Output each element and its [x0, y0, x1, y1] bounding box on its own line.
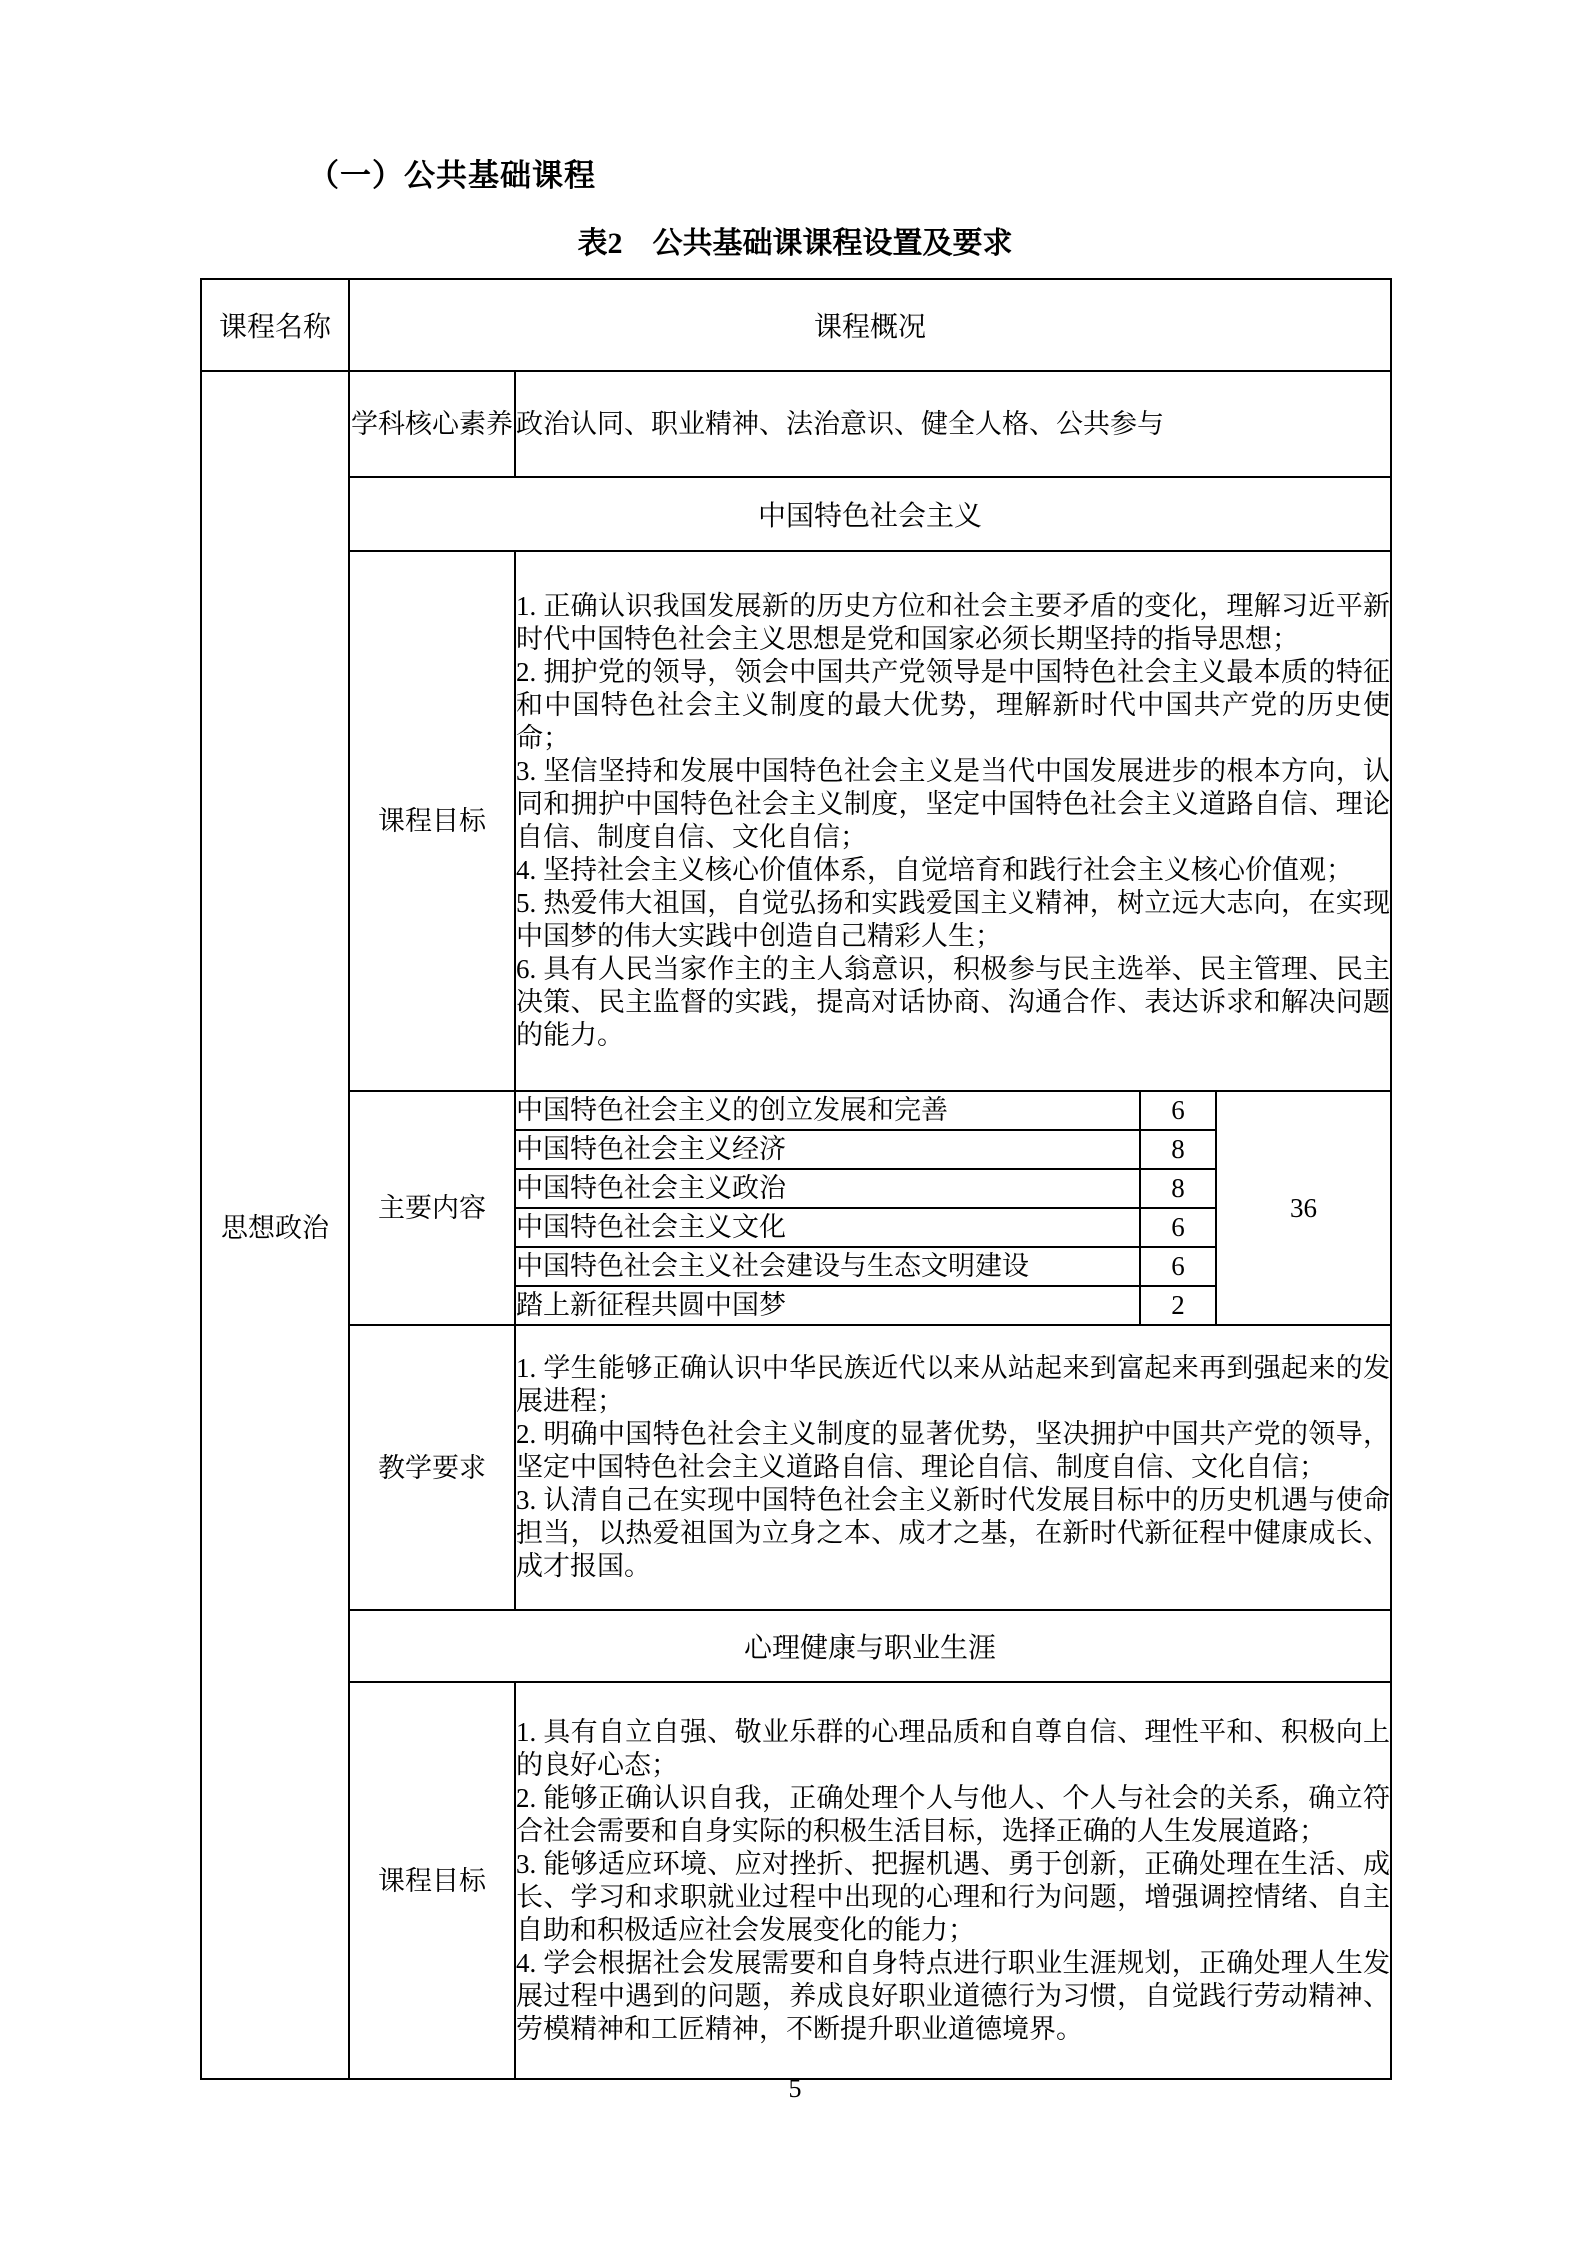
section-heading: （一）公共基础课程 — [308, 158, 596, 193]
objective-item: 4. 学会根据社会发展需要和自身特点进行职业生涯规划，正确处理人生发展过程中遇到的问题，养成良好职业道德行为习惯，自觉践行劳动精神、劳模精神和工匠精神，不断提升职业道德境界。 — [516, 1947, 1391, 2044]
objective-item: 5. 热爱伟大祖国，自觉弘扬和实践爱国主义精神，树立远大志向，在实现中国梦的伟大实践中创造自己精彩人生； — [516, 888, 1391, 951]
course1-objectives-row — [201, 551, 1391, 1091]
header-course-name: 课程名称 — [201, 279, 349, 371]
course1-objectives-cell — [515, 551, 1391, 1091]
content-hours: 2 — [1140, 1286, 1216, 1325]
objective-item: 6. 具有人民当家作主的主人翁意识，积极参与民主选举、民主管理、民主决策、民主监督的实践，提高对话协商、沟通合作、表达诉求和解决问题的能力。 — [516, 954, 1391, 1050]
content-hours: 6 — [1140, 1091, 1216, 1130]
objective-item: 2. 拥护党的领导，领会中国共产党领导是中国特色社会主义最本质的特征和中国特色社会主义制度的最大优势，理解新时代中国共产党的历史使命； — [516, 657, 1391, 753]
course1-title: 中国特色社会主义 — [349, 477, 1391, 551]
requirement-item: 1. 学生能够正确认识中华民族近代以来从站起来到富起来再到强起来的发展进程； — [516, 1353, 1391, 1416]
teaching-requirements-row — [201, 1325, 1391, 1610]
content-hours: 6 — [1140, 1247, 1216, 1286]
requirement-item: 3. 认清自己在实现中国特色社会主义新时代发展目标中的历史机遇与使命担当，以热爱祖国为立身之本、成才之基，在新时代新征程中健康成长、成才报国。 — [516, 1485, 1391, 1581]
content-item: 中国特色社会主义政治 — [515, 1169, 1140, 1208]
page-number: 5 — [788, 2074, 802, 2103]
content-hours: 8 — [1140, 1130, 1216, 1169]
table-header-row — [201, 279, 1391, 371]
objective-item: 3. 能够适应环境、应对挫折、把握机遇、勇于创新，正确处理在生活、成长、学习和求职就业过程中出现的心理和行为问题，增强调控情绪、自主自助和积极适应社会发展变化的能力； — [516, 1848, 1391, 1945]
row-label-teaching-requirements: 教学要求 — [349, 1325, 515, 1610]
course2-title: 心理健康与职业生涯 — [349, 1610, 1391, 1682]
core-literacy-row — [201, 371, 1391, 477]
content-item: 踏上新征程共圆中国梦 — [515, 1286, 1140, 1325]
table-caption: 表2 公共基础课课程设置及要求 — [577, 227, 1013, 260]
content-item: 中国特色社会主义文化 — [515, 1208, 1140, 1247]
row-label-core-literacy: 学科核心素养 — [349, 371, 515, 477]
content-item: 中国特色社会主义的创立发展和完善 — [515, 1091, 1140, 1130]
objective-item: 4. 坚持社会主义核心价值体系，自觉培育和践行社会主义核心价值观； — [516, 855, 1353, 885]
objective-item: 1. 正确认识我国发展新的历史方位和社会主要矛盾的变化，理解习近平新时代中国特色社会主义思想是党和国家必须长期坚持的指导思想； — [516, 591, 1391, 654]
core-literacy-text: 政治认同、职业精神、法治意识、健全人格、公共参与 — [515, 371, 1391, 477]
requirement-item: 2. 明确中国特色社会主义制度的显著优势，坚决拥护中国共产党的领导，坚定中国特色社会主义道路自信、理论自信、制度自信、文化自信； — [516, 1419, 1391, 1482]
course2-title-row — [201, 1610, 1391, 1682]
total-hours: 36 — [1216, 1091, 1391, 1325]
objective-item: 2. 能够正确认识自我，正确处理个人与他人、个人与社会的关系，确立符合社会需要和自身实际的积极生活目标，选择正确的人生发展道路； — [516, 1782, 1391, 1846]
objective-item: 3. 坚信坚持和发展中国特色社会主义是当代中国发展进步的根本方向，认同和拥护中国特色社会主义制度，坚定中国特色社会主义道路自信、理论自信、制度自信、文化自信； — [516, 756, 1391, 852]
content-hours: 8 — [1140, 1169, 1216, 1208]
course-name-cell: 思想政治 — [201, 371, 349, 2079]
row-label-main-content: 主要内容 — [349, 1091, 515, 1325]
content-item: 中国特色社会主义经济 — [515, 1130, 1140, 1169]
header-course-overview: 课程概况 — [349, 279, 1391, 371]
course2-objectives-row — [201, 1682, 1391, 2079]
course1-title-row — [201, 477, 1391, 551]
teaching-requirements-cell — [515, 1325, 1391, 1610]
course-settings-table — [200, 278, 1392, 2080]
course2-objectives-cell — [515, 1682, 1391, 2079]
content-item: 中国特色社会主义社会建设与生态文明建设 — [515, 1247, 1140, 1286]
content-hours: 6 — [1140, 1208, 1216, 1247]
row-label-objectives: 课程目标 — [349, 551, 515, 1091]
row-label-objectives2: 课程目标 — [349, 1682, 515, 2079]
content-row — [201, 1091, 1391, 1130]
objective-item: 1. 具有自立自强、敬业乐群的心理品质和自尊自信、理性平和、积极向上的良好心态； — [516, 1716, 1391, 1780]
